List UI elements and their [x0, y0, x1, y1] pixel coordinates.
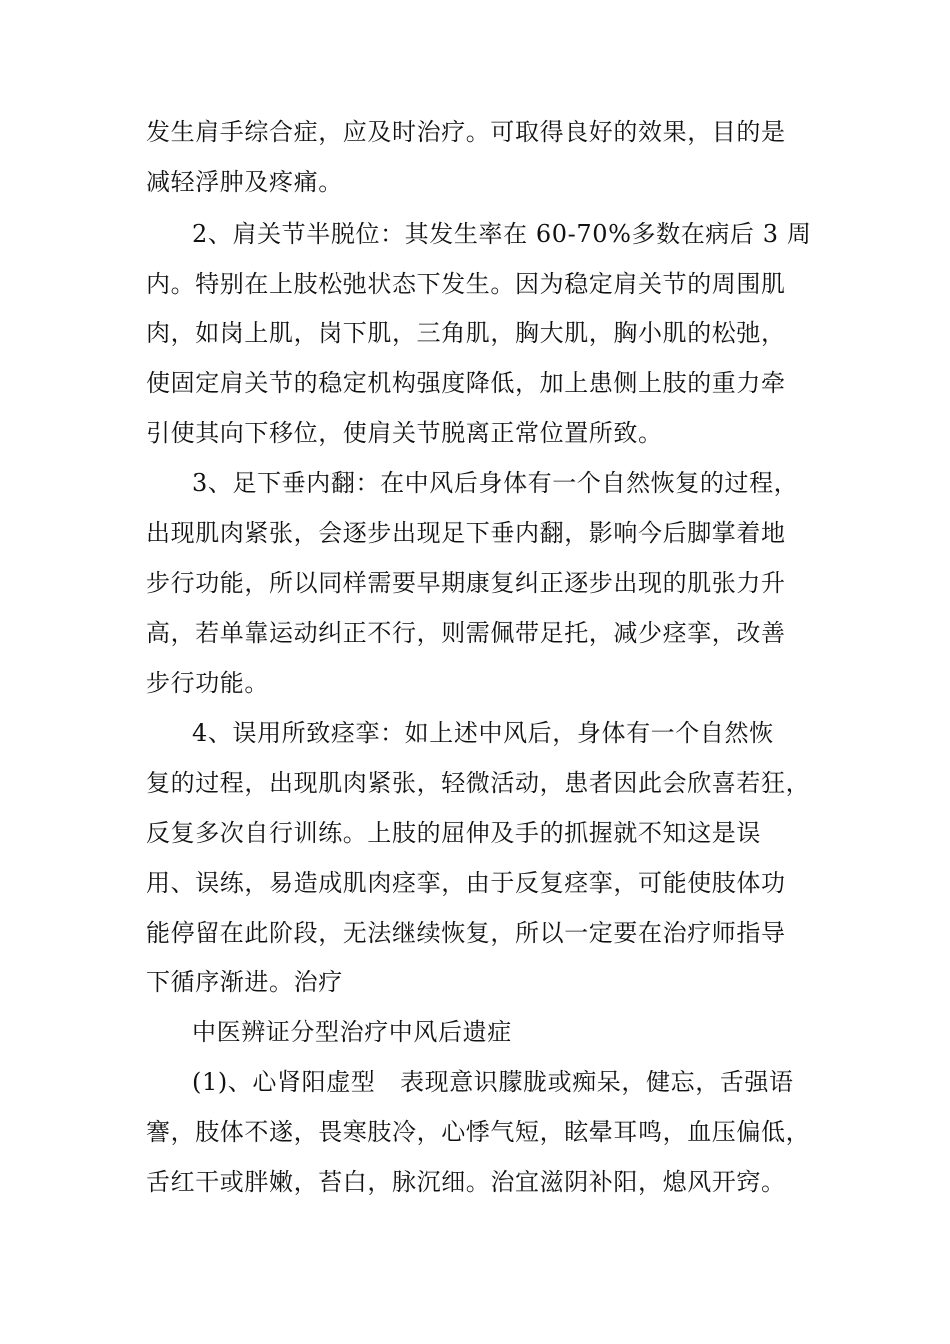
text-line: 出现肌肉紧张，会逐步出现足下垂内翻，影响今后脚掌着地 [146, 519, 786, 547]
text-line: 减轻浮肿及疼痛。 [146, 168, 343, 196]
text-line: 发生肩手综合症，应及时治疗。可取得良好的效果，目的是 [146, 118, 786, 146]
text-line: 舌红干或胖嫩，苔白，脉沉细。治宜滋阴补阳，熄风开窍。 [146, 1168, 786, 1196]
paragraph-4-start: 4、误用所致痉挛：如上述中风后，身体有一个自然恢 [192, 719, 774, 747]
paragraph-3-start: 3、足下垂内翻：在中风后身体有一个自然恢复的过程， [192, 469, 799, 497]
text-line: 反复多次自行训练。上肢的屈伸及手的抓握就不知这是误 [146, 819, 761, 847]
text-line: 能停留在此阶段，无法继续恢复，所以一定要在治疗师指导 [146, 919, 786, 947]
text-line: 步行功能。 [146, 669, 269, 697]
text-line: 步行功能，所以同样需要早期康复纠正逐步出现的肌张力升 [146, 569, 786, 597]
text-line: 肉，如岗上肌，岗下肌，三角肌，胸大肌，胸小肌的松弛， [146, 319, 786, 347]
text-line: 复的过程，出现肌肉紧张，轻微活动，患者因此会欣喜若狂， [146, 769, 811, 797]
text-line: 高，若单靠运动纠正不行，则需佩带足托，减少痉挛，改善 [146, 619, 786, 647]
paragraph-2-start: 2、肩关节半脱位：其发生率在 60-70%多数在病后 3 周 [192, 220, 812, 248]
paragraph-5-start: (1)、心肾阳虚型 表现意识朦胧或痴呆，健忘，舌强语 [192, 1068, 794, 1096]
text-line: 用、误练，易造成肌肉痉挛，由于反复痉挛，可能使肢体功 [146, 869, 786, 897]
text-line: 内。特别在上肢松弛状态下发生。因为稳定肩关节的周围肌 [146, 270, 786, 298]
text-line: 謇，肢体不遂，畏寒肢冷，心悸气短，眩晕耳鸣，血压偏低， [146, 1118, 811, 1146]
text-line: 下循序渐进。治疗 [146, 968, 343, 996]
text-line: 引使其向下移位，使肩关节脱离正常位置所致。 [146, 419, 663, 447]
text-line: 使固定肩关节的稳定机构强度降低，加上患侧上肢的重力牵 [146, 369, 786, 397]
section-heading: 中医辨证分型治疗中风后遗症 [192, 1018, 512, 1046]
